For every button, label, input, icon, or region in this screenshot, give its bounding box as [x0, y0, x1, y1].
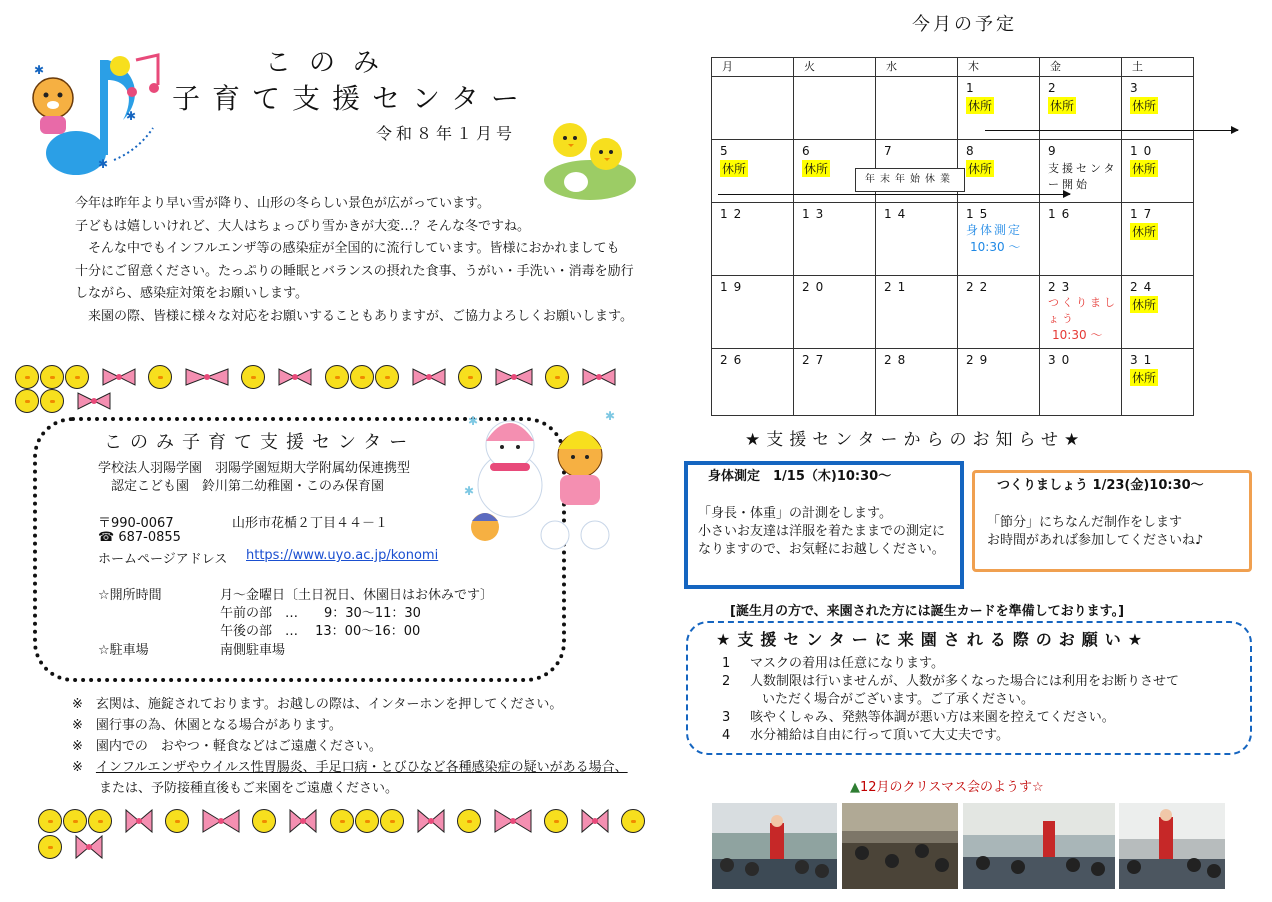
visit-request-item: 1 マスクの着用は任意になります。 [722, 656, 944, 671]
calendar-day: 29 [958, 349, 1040, 416]
calendar-day-empty [876, 77, 958, 140]
event-text: ー開始 [1048, 178, 1090, 191]
closed-badge: 休所 [1050, 99, 1075, 113]
chick-icon [252, 809, 276, 833]
intro-line: しながら、感染症対策をお願いします。 [75, 286, 308, 301]
chick-icon [38, 809, 62, 833]
visit-request-item: いただく場合がございます。ご了承ください。 [762, 692, 1034, 707]
homepage-label: ホームページアドレス [98, 552, 228, 567]
snowman-bear-illustration [460, 405, 620, 565]
calendar-week [712, 203, 1194, 276]
ribbon-icon [277, 367, 313, 387]
calendar-day: 16 [1040, 203, 1122, 276]
calendar-day: 3 休所 [1122, 77, 1194, 140]
event-text: 支援センタ [1048, 162, 1118, 175]
craft-title: つくりましょう 1/23(金)10:30～ [997, 478, 1204, 493]
ribbon-icon [288, 808, 318, 834]
calendar-day: 7 [876, 140, 958, 203]
parking-value: 南側駐車場 [220, 643, 286, 658]
calendar-day: 5 休所 [712, 140, 794, 203]
chick-icon [545, 365, 569, 389]
intro-line: 子どもは嬉しいけれど、大人はちょっぴり雪かきが大変…？そんな冬ですね。 [75, 218, 531, 234]
page-title: 子育て支援センター [172, 82, 531, 115]
calendar-day-empty [794, 77, 876, 140]
chick-icon [148, 365, 172, 389]
homepage-link[interactable]: https://www.uyo.ac.jp/konomi [246, 548, 439, 563]
calendar-day: 13 [794, 203, 876, 276]
note-item: ※ インフルエンザやウイルス性胃腸炎、手足口病・とびひなど各種感染症の疑いがある場合、 [72, 760, 628, 775]
hours-days: 月～金曜日〔土日祝日、休園日はお休みです〕 [220, 588, 494, 603]
ribbon-icon [494, 367, 534, 387]
calendar-day: 12 [712, 203, 794, 276]
org-line1: 学校法人羽陽学園 羽陽学園短期大学附属幼保連携型 [98, 461, 411, 476]
ribbon-icon [184, 367, 230, 387]
chick-icon [330, 809, 354, 833]
hours-morning: 午前の部 … 9：30～11：30 [220, 606, 421, 621]
measurement-line: なりますので、お気軽にお越しください。 [698, 542, 945, 557]
craft-line: 「節分」にちなんだ制作をします [987, 515, 1183, 530]
chick-icon [15, 365, 39, 389]
xmas-photo-1 [712, 803, 837, 889]
svg-text:✱: ✱ [126, 109, 137, 123]
ribbon-icon [201, 808, 241, 834]
calendar-day: 2 休所 [1040, 77, 1122, 140]
xmas-tree-icon: ▲ [850, 780, 860, 795]
ribbon-icon [580, 808, 610, 834]
calendar-day: 9 支援センタ ー開始 [1040, 140, 1122, 203]
chick-icon [325, 365, 349, 389]
intro-line: 今年は昨年より早い雪が降り、山形の冬らしい景色が広がっています。 [75, 196, 490, 211]
chick-icon [40, 365, 64, 389]
intro-line: 来園の際、皆様に様々な対応をお願いすることもありますが、ご協力よろしくお願いします。 [75, 308, 633, 324]
ribbon-icon [101, 367, 137, 387]
calendar-day: 31 休所 [1122, 349, 1194, 416]
chick-icon [15, 389, 39, 413]
xmas-photo-2 [842, 803, 958, 889]
chick-ribbon-border-bottom [38, 808, 668, 840]
closed-badge: 休所 [1132, 99, 1157, 113]
closed-badge: 休所 [722, 162, 747, 176]
calendar-day: 23 つくりまし ょう 10:30 ～ [1040, 276, 1122, 349]
event-text: 10:30 ～ [970, 240, 1021, 254]
closed-badge: 休所 [1132, 162, 1157, 176]
visit-request-item: 2 人数制限は行いませんが、人数が多くなった場合には利用をお断りさせて [722, 674, 1180, 689]
calendar-day: 6 休所 [794, 140, 876, 203]
chick-ribbon-border-top [15, 365, 645, 397]
chick-icon [63, 809, 87, 833]
xmas-caption: ▲12月のクリスマス会のようす☆ [850, 780, 1044, 795]
visit-request-item: 3 咳やくしゃみ、発熱等体調が悪い方は来園を控えてください。 [722, 710, 1115, 725]
calendar-week [712, 276, 1194, 349]
calendar-day: 22 [958, 276, 1040, 349]
weekday-header: 金 [1040, 58, 1122, 77]
closed-badge: 休所 [1132, 371, 1157, 385]
calendar-day: 28 [876, 349, 958, 416]
closed-period-arrow [985, 130, 1238, 131]
calendar-table [711, 57, 1194, 416]
event-text: つくりまし [1048, 296, 1118, 309]
ribbon-icon [76, 391, 112, 411]
chick-icon [457, 809, 481, 833]
xmas-photo-4 [1119, 803, 1225, 889]
birthday-note: [誕生月の方で、来園された方には誕生カードを準備しております。] [730, 604, 1125, 619]
calendar-day: 20 [794, 276, 876, 349]
xmas-photo-3 [963, 803, 1115, 889]
ribbon-icon [74, 834, 104, 860]
calendar-day: 14 [876, 203, 958, 276]
closed-badge: 休所 [1132, 225, 1157, 239]
title-line1: このみ [265, 48, 398, 78]
event-text: 身体測定 [966, 223, 1023, 237]
intro-text [75, 193, 665, 328]
calendar-day-empty [712, 77, 794, 140]
closed-period-arrow [718, 194, 1070, 195]
year-end-label: 年末年始休業 [855, 168, 965, 192]
calendar-day: 8 休所 [958, 140, 1040, 203]
chick-icon [544, 809, 568, 833]
notes-list [72, 694, 628, 799]
calendar-header-row [712, 58, 1194, 77]
calendar-day: 26 [712, 349, 794, 416]
note-item: ※ 園内での おやつ・軽食などはご遠慮ください。 [72, 739, 382, 754]
closed-badge: 休所 [804, 162, 829, 176]
calendar-day: 24 休所 [1122, 276, 1194, 349]
chick-icon [241, 365, 265, 389]
issue-date: 令和８年１月号 [376, 124, 517, 143]
ribbon-icon [124, 808, 154, 834]
calendar-day: 1 休所 [958, 77, 1040, 140]
calendar-day: 17 休所 [1122, 203, 1194, 276]
calendar-day: 15 身体測定 10:30 ～ [958, 203, 1040, 276]
weekday-header: 火 [794, 58, 876, 77]
svg-text:✱: ✱ [98, 157, 109, 171]
weekday-header: 木 [958, 58, 1040, 77]
calendar-week [712, 349, 1194, 416]
calendar-title: 今月の予定 [912, 14, 1017, 35]
intro-line: そんな中でもインフルエンザ等の感染症が全国的に流行しています。皆様におかれましても [75, 241, 620, 256]
weekday-header: 月 [712, 58, 794, 77]
chick-icon [458, 365, 482, 389]
center-info-title: このみ子育て支援センター [104, 432, 416, 453]
ribbon-icon [411, 367, 447, 387]
calendar-day: 30 [1040, 349, 1122, 416]
weekday-header: 土 [1122, 58, 1194, 77]
event-text: 10:30 ～ [1052, 328, 1103, 342]
closed-badge: 休所 [968, 162, 993, 176]
ribbon-icon [581, 367, 617, 387]
ribbon-icon [416, 808, 446, 834]
parking-label: ☆駐車場 [98, 643, 149, 658]
address: 山形市花楯２丁目４４－１ [232, 516, 389, 531]
org-line2: 認定こども園 鈴川第二幼稚園・このみ保育園 [98, 479, 385, 494]
closed-badge: 休所 [968, 99, 993, 113]
svg-text:✱: ✱ [464, 484, 475, 498]
weekday-header: 水 [876, 58, 958, 77]
measurement-line: 「身長・体重」の計測をします。 [698, 506, 892, 521]
postal-code: 〒990-0067 [98, 516, 174, 531]
chick-icon [350, 365, 374, 389]
chick-icon [380, 809, 404, 833]
calendar-day: 10 休所 [1122, 140, 1194, 203]
chick-icon [40, 389, 64, 413]
music-note-tiger-illustration [18, 50, 168, 180]
note-item: または、予防接種直後もご来園をご遠慮ください。 [99, 781, 399, 796]
visit-request-list [722, 655, 1179, 745]
phone: ☎ 687-0855 [98, 530, 181, 545]
visit-request-title: ★支援センターに来園される際のお願い★ [716, 630, 1150, 649]
craft-line: お時間があれば参加してくださいね♪ [987, 533, 1204, 548]
note-item: ※ 玄関は、施錠されております。お越しの際は、インターホンを押してください。 [72, 697, 563, 712]
note-item: ※ 園行事の為、休園となる場合があります。 [72, 718, 342, 733]
hours-afternoon: 午後の部 … 13：00～16：00 [220, 624, 421, 639]
chick-icon [165, 809, 189, 833]
closed-badge: 休所 [1132, 298, 1157, 312]
calendar-day: 21 [876, 276, 958, 349]
ribbon-icon [493, 808, 533, 834]
chicks-illustration [540, 116, 640, 202]
svg-text:✱: ✱ [468, 414, 479, 428]
chick-icon [355, 809, 379, 833]
hours-label: ☆開所時間 [98, 588, 162, 603]
calendar-day: 27 [794, 349, 876, 416]
visit-request-item: 4 水分補給は自由に行って頂いて大丈夫です。 [722, 728, 1009, 743]
intro-line: 十分にご留意ください。たっぷりの睡眠とバランスの摂れた食事、うがい・手洗い・消毒を励行 [75, 263, 634, 279]
chick-icon [88, 809, 112, 833]
measurement-title: 身体測定 1/15（木)10:30～ [708, 469, 892, 484]
notice-title: ★支援センターからのお知らせ★ [745, 430, 1086, 450]
svg-text:✱: ✱ [34, 63, 45, 77]
chick-icon [621, 809, 645, 833]
chick-icon [38, 835, 62, 859]
event-text: ょう [1048, 312, 1076, 325]
chick-icon [375, 365, 399, 389]
calendar-day: 19 [712, 276, 794, 349]
measurement-line: 小さいお友達は洋服を着たままでの測定に [698, 524, 946, 539]
svg-text:✱: ✱ [605, 409, 616, 423]
chick-icon [65, 365, 89, 389]
